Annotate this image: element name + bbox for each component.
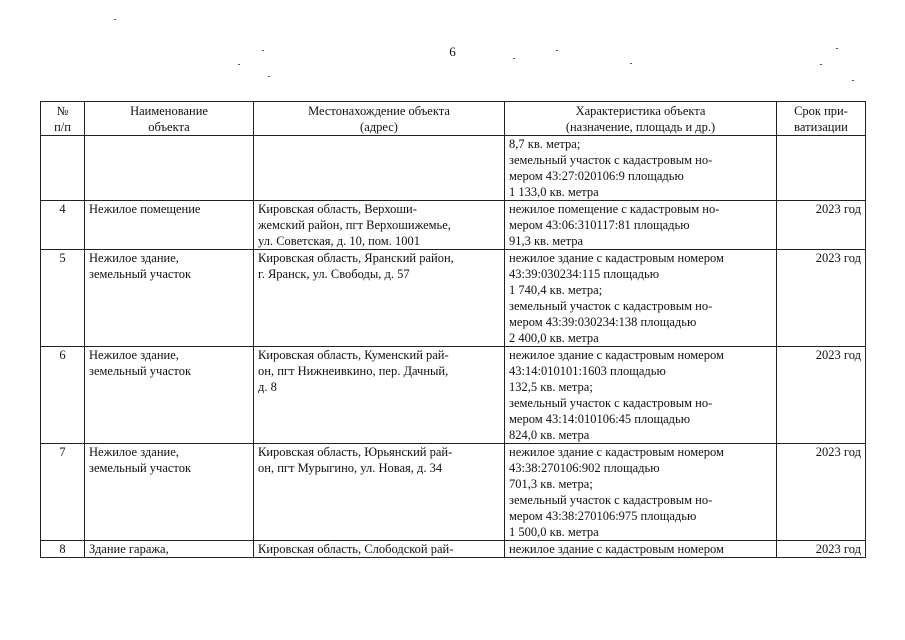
row-num: 5 [41,250,85,347]
header-characteristics: Характеристика объекта (назначение, площадь и др.) [505,102,777,136]
row-name: Здание гаража, [85,541,254,558]
table-row [41,347,866,444]
row-characteristics: нежилое здание с кадастровым номером 43:38:270106:902 площадью 701,3 кв. метра; земельный участок с кадастровым но- мером 43:38:270106:975 площадью 1 500,0 кв. метра [505,444,777,541]
scan-speck [513,58,515,59]
header-term: Срок при- ватизации [777,102,866,136]
row-characteristics: нежилое здание с кадастровым номером 43:14:010101:1603 площадью 132,5 кв. метра; земельный участок с кадастровым но- мером 43:14:010106:45 площадью 824,0 кв. метра [505,347,777,444]
row-characteristics: нежилое помещение с кадастровым но- мером 43:06:310117:81 площадью 91,3 кв. метра [505,201,777,250]
row-term [777,136,866,201]
table-header-row [41,102,866,136]
table-row [41,136,866,201]
row-term: 2023 год [777,444,866,541]
table-row [41,250,866,347]
table-row [41,541,866,558]
row-num: 4 [41,201,85,250]
row-num: 6 [41,347,85,444]
scan-speck [268,76,270,77]
row-name: Нежилое здание, земельный участок [85,347,254,444]
scan-speck [238,64,240,65]
scan-speck [852,80,854,81]
scan-speck [630,63,632,64]
scan-speck [114,19,116,20]
row-address: Кировская область, Яранский район, г. Яранск, ул. Свободы, д. 57 [254,250,505,347]
row-characteristics: нежилое здание с кадастровым номером [505,541,777,558]
row-address: Кировская область, Верхоши- жемский район, пгт Верхошижемье, ул. Советская, д. 10, пом. 1001 [254,201,505,250]
row-num: 7 [41,444,85,541]
row-term: 2023 год [777,201,866,250]
row-name: Нежилое помещение [85,201,254,250]
row-address: Кировская область, Слободской рай- [254,541,505,558]
privatization-table [40,101,866,558]
row-term: 2023 год [777,250,866,347]
row-name: Нежилое здание, земельный участок [85,444,254,541]
row-num: 8 [41,541,85,558]
row-address: Кировская область, Юрьянский рай- он, пгт Мурыгино, ул. Новая, д. 34 [254,444,505,541]
row-term: 2023 год [777,347,866,444]
row-name: Нежилое здание, земельный участок [85,250,254,347]
scan-speck [262,50,264,51]
scan-speck [836,48,838,49]
scan-speck [820,64,822,65]
row-characteristics: нежилое здание с кадастровым номером 43:39:030234:115 площадью 1 740,4 кв. метра; земельный участок с кадастровым но- мером 43:39:030234:138 площадью 2 400,0 кв. метра [505,250,777,347]
table-row [41,201,866,250]
row-characteristics: 8,7 кв. метра; земельный участок с кадастровым но- мером 43:27:020106:9 площадью 1 133,0 кв. метра [505,136,777,201]
row-address [254,136,505,201]
row-num [41,136,85,201]
header-address: Местонахождение объекта (адрес) [254,102,505,136]
table-row [41,444,866,541]
page-number: 6 [449,44,456,59]
header-num: № п/п [41,102,85,136]
row-address: Кировская область, Куменский рай- он, пгт Нижнеивкино, пер. Дачный, д. 8 [254,347,505,444]
row-term: 2023 год [777,541,866,558]
row-name [85,136,254,201]
header-name: Наименование объекта [85,102,254,136]
scan-speck [556,50,558,51]
